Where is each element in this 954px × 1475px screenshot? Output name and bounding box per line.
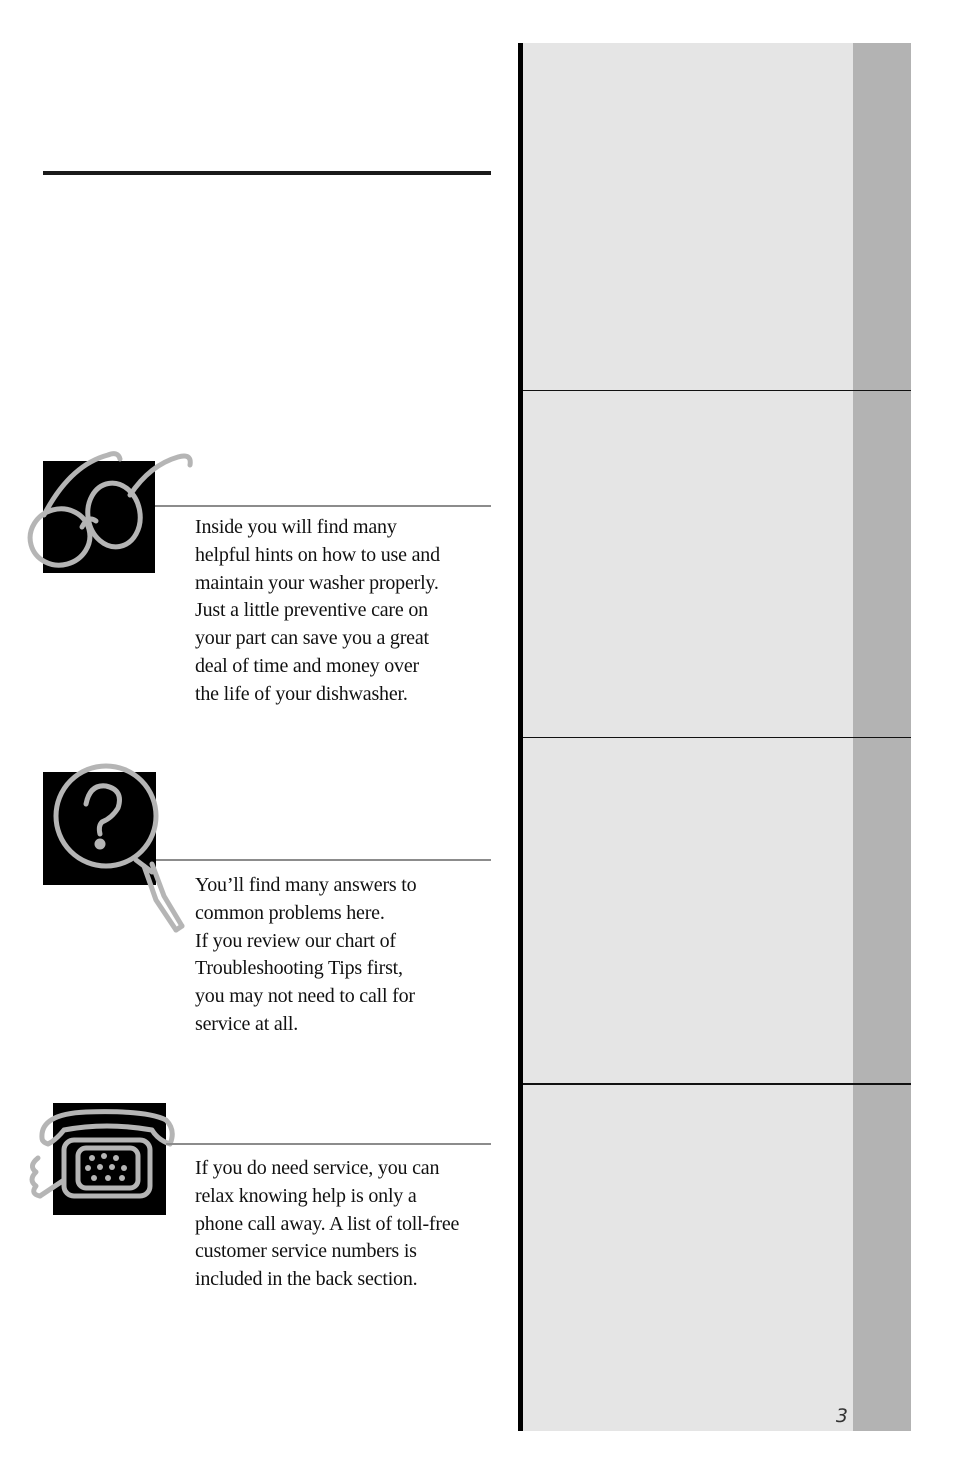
troubleshooting-paragraph: You’ll find many answers to common problems here. If you review our chart of Troubleshooting Tips first, you may not need to call for service at all. (195, 874, 417, 1035)
section-rule (166, 1143, 491, 1145)
service-paragraph: If you do need service, you can relax knowing help is only a phone call away. A list of toll-free customer service numbers is included in the back section. (195, 1157, 460, 1291)
page-number: 3 (835, 1405, 848, 1427)
sidebar-section-line (523, 737, 911, 738)
use-care-paragraph: Inside you will find many helpful hints on how to use and maintain your washer properly. Just a little preventive care on your part can save you a great deal of time and money over the life of your dishwasher. (195, 516, 440, 705)
sidebar-section-line (523, 390, 911, 391)
sidebar-section-line (523, 1083, 911, 1085)
telephone-icon (26, 1100, 181, 1210)
section-service (0, 0, 500, 1300)
